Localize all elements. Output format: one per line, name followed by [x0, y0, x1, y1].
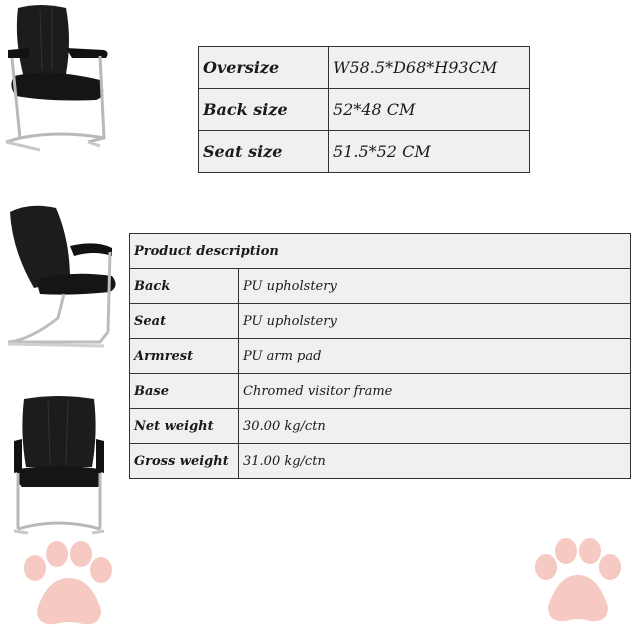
table-row	[130, 339, 631, 374]
description-title: Product description	[130, 234, 631, 269]
spec-value: 31.00 kg/ctn	[239, 444, 631, 479]
spec-value: PU upholstery	[239, 269, 631, 304]
spec-label: Net weight	[130, 409, 239, 444]
size-row-oversize	[199, 47, 530, 89]
paw-print-icon	[528, 535, 628, 635]
description-header-row	[130, 234, 631, 269]
spec-label: Back	[130, 269, 239, 304]
chair-front-image	[8, 393, 110, 541]
spec-value: Chromed visitor frame	[239, 374, 631, 409]
table-row	[130, 374, 631, 409]
size-label: Oversize	[199, 47, 329, 89]
size-row-seat	[199, 131, 530, 173]
table-row	[130, 269, 631, 304]
spec-value: PU arm pad	[239, 339, 631, 374]
spec-label: Base	[130, 374, 239, 409]
paw-print-icon	[17, 540, 117, 640]
size-row-back	[199, 89, 530, 131]
table-row	[130, 304, 631, 339]
size-value: 52*48 CM	[329, 89, 530, 131]
product-description-table	[129, 233, 631, 479]
table-row	[130, 409, 631, 444]
spec-value: PU upholstery	[239, 304, 631, 339]
spec-value: 30.00 kg/ctn	[239, 409, 631, 444]
spec-label: Gross weight	[130, 444, 239, 479]
chair-front-angle-image	[0, 0, 120, 160]
chair-side-image	[0, 200, 122, 358]
size-table	[198, 46, 530, 173]
size-value: W58.5*D68*H93CM	[329, 47, 530, 89]
spec-label: Seat	[130, 304, 239, 339]
size-label: Back size	[199, 89, 329, 131]
size-value: 51.5*52 CM	[329, 131, 530, 173]
table-row	[130, 444, 631, 479]
size-label: Seat size	[199, 131, 329, 173]
spec-label: Armrest	[130, 339, 239, 374]
